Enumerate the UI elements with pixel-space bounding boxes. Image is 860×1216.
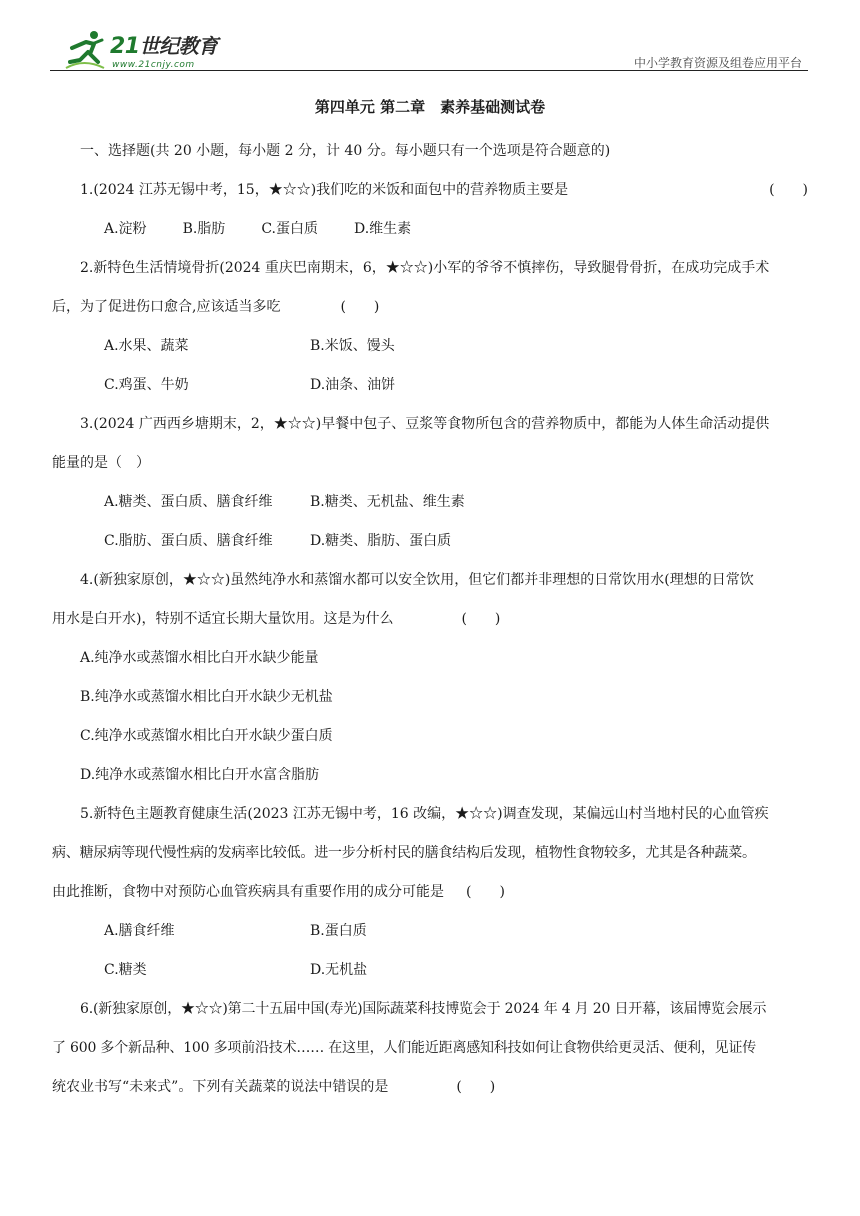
option-b: B.米饭、馒头 xyxy=(310,338,395,354)
option-a: A.纯净水或蒸馏水相比白开水缺少能量 xyxy=(80,650,319,666)
question-stem: 4.(新独家原创，★☆☆)虽然纯净水和蒸馏水都可以安全饮用，但它们都并非理想的日常饮用水(理想的日常饮 xyxy=(80,572,754,588)
question-stem-cont: 用水是白开水)，特别不适宜长期大量饮用。这是为什么 ( ) xyxy=(52,611,501,627)
option-row xyxy=(52,522,808,561)
option-d: D.无机盐 xyxy=(310,962,368,978)
header-divider xyxy=(50,70,808,71)
option-c: C.蛋白质 xyxy=(261,221,318,237)
question-stem-cont: 统农业书写“未来式”。下列有关蔬菜的说法中错误的是 ( ) xyxy=(52,1079,496,1095)
option-a: A.淀粉 xyxy=(104,221,147,237)
option-c: C.纯净水或蒸馏水相比白开水缺少蛋白质 xyxy=(80,728,333,744)
question-stem: 3.(2024 广西西乡塘期末，2，★☆☆)早餐中包子、豆浆等食物所包含的营养物质中，都能为人体生命活动提供 xyxy=(80,416,770,432)
option-c: C.鸡蛋、牛奶 xyxy=(104,377,189,393)
logo-text: 21世纪教育 xyxy=(110,34,218,59)
platform-label: 中小学教育资源及组卷应用平台 xyxy=(633,56,802,70)
option-row xyxy=(52,366,808,405)
page-header xyxy=(50,26,808,76)
question-stem: 1.(2024 江苏无锡中考，15，★☆☆)我们吃的米饭和面包中的营养物质主要是 ( ) xyxy=(80,182,808,198)
option-d: D.油条、油饼 xyxy=(310,377,396,393)
option-row xyxy=(52,951,808,990)
option-row xyxy=(52,912,808,951)
option-d: D.维生素 xyxy=(353,221,412,237)
question-stem-cont: 能量的是（ ） xyxy=(52,455,150,471)
section-heading: 一、选择题(共 20 小题，每小题 2 分，计 40 分。每小题只有一个选项是符合题意的) xyxy=(80,143,611,159)
question-2 xyxy=(52,249,808,405)
option-row xyxy=(52,483,808,522)
question-stem-cont: 了 600 多个新品种、100 多项前沿技术…… 在这里，人们能近距离感知科技如何让食物供给更灵活、便利，见证传 xyxy=(52,1040,757,1056)
option-b: B.纯净水或蒸馏水相比白开水缺少无机盐 xyxy=(80,689,333,705)
question-stem: 6.(新独家原创，★☆☆)第二十五届中国(寿光)国际蔬菜科技博览会于 2024 年 4 月 20 日开幕，该届博览会展示 xyxy=(80,1001,767,1017)
option-b: B.脂肪 xyxy=(182,221,226,237)
option-b: B.蛋白质 xyxy=(310,923,367,939)
question-stem-cont: 病、糖尿病等现代慢性病的发病率比较低。进一步分析村民的膳食结构后发现，植物性食物较多，尤其是各种蔬菜。 xyxy=(52,845,756,861)
option-row xyxy=(52,327,808,366)
option-a: A.糖类、蛋白质、膳食纤维 xyxy=(104,494,273,510)
option-b: B.糖类、无机盐、维生素 xyxy=(310,494,465,510)
question-5 xyxy=(52,795,808,990)
question-stem-cont: 由此推断，食物中对预防心血管疾病具有重要作用的成分可能是 ( ) xyxy=(52,884,505,900)
option-row xyxy=(52,210,808,249)
document-body xyxy=(52,96,808,1107)
option-a: A.膳食纤维 xyxy=(104,923,175,939)
question-4 xyxy=(52,561,808,795)
runner-logo-icon xyxy=(64,28,108,72)
option-c: C.脂肪、蛋白质、膳食纤维 xyxy=(104,533,273,549)
option-d: D.糖类、脂肪、蛋白质 xyxy=(310,533,452,549)
logo xyxy=(64,28,234,72)
option-d: D.纯净水或蒸馏水相比白开水富含脂肪 xyxy=(80,767,320,783)
option-a: A.水果、蔬菜 xyxy=(104,338,189,354)
logo-url: www.21cnjy.com xyxy=(112,60,195,70)
question-stem: 5.新特色主题教育健康生活(2023 江苏无锡中考，16 改编，★☆☆)调查发现，某偏远山村当地村民的心血管疾 xyxy=(80,806,769,822)
question-3 xyxy=(52,405,808,561)
question-6 xyxy=(52,990,808,1107)
page-title: 第四单元 第二章 素养基础测试卷 xyxy=(314,98,546,116)
question-stem: 2.新特色生活情境骨折(2024 重庆巴南期末，6，★☆☆)小军的爷爷不慎摔伤，导致腿骨骨折，在成功完成手术 xyxy=(80,260,770,276)
option-c: C.糖类 xyxy=(104,962,147,978)
question-1 xyxy=(52,171,808,249)
question-stem-cont: 后，为了促进伤口愈合,应该适当多吃 ( ) xyxy=(52,299,380,315)
